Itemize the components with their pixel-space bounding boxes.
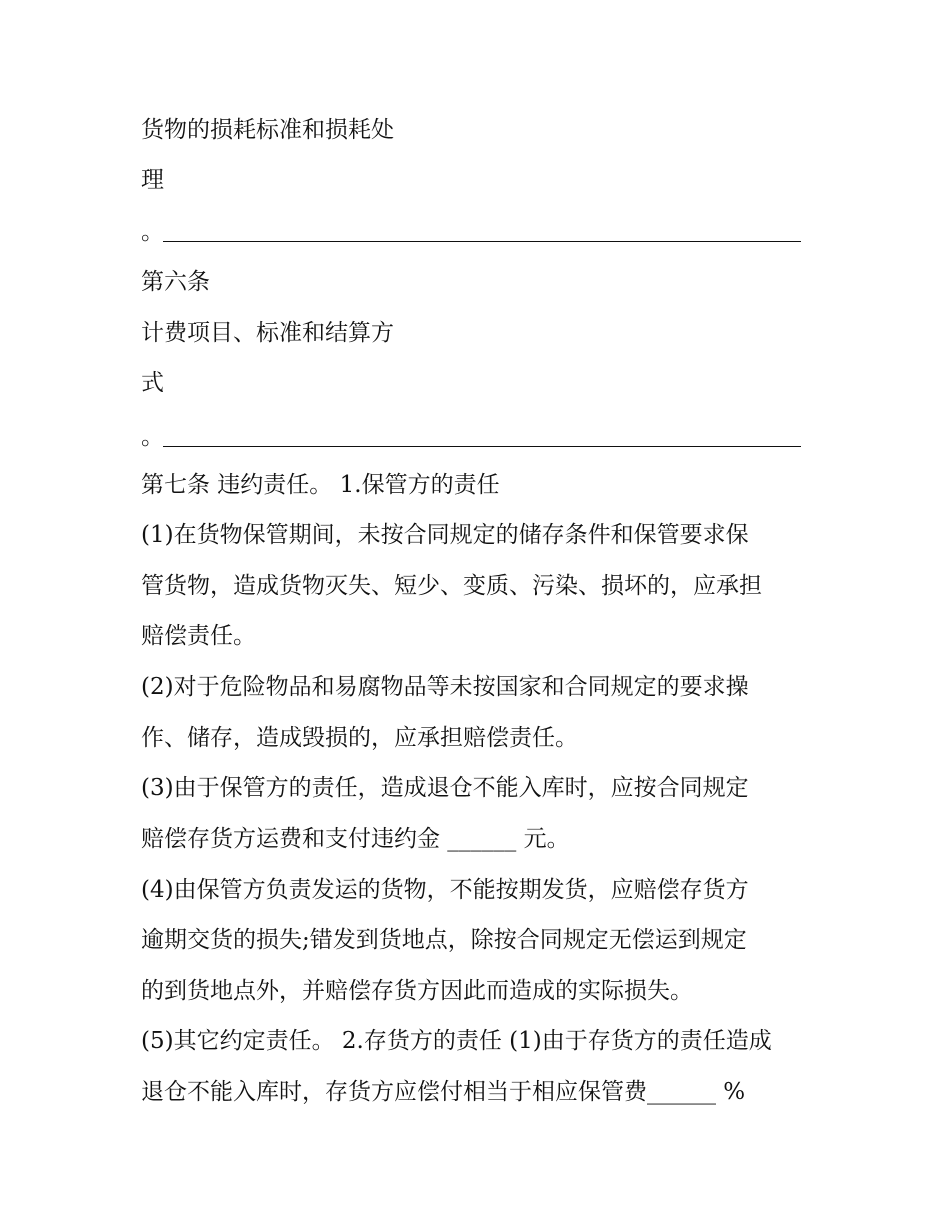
text-line: (2)对于危险物品和易腐物品等未按国家和合同规定的要求操 [141,674,749,700]
text-line: (3)由于保管方的责任，造成退仓不能入库时，应按合同规定 [141,775,749,801]
text-line: 退仓不能入库时，存货方应偿付相当于相应保管费______ % [141,1079,746,1105]
section-heading: 第六条 [141,269,210,295]
text-line: 货物的损耗标准和损耗处 [141,117,394,143]
text-line: 理 [141,167,164,193]
fill-in-blank-line [141,421,801,453]
blank-line-mark: 。 [141,424,164,450]
blank-underline [163,446,801,447]
text-line: 计费项目、标准和结算方 [141,320,394,346]
text-line: 逾期交货的损失;错发到货地点，除按合同规定无偿运到规定 [141,927,747,953]
text-line: (4)由保管方负责发运的货物，不能按期发货，应赔偿存货方 [141,877,749,903]
text-line: 的到货地点外，并赔偿存货方因此而造成的实际损失。 [141,978,693,1004]
text-line: 赔偿存货方运费和支付违约金 ______ 元。 [141,826,570,852]
fill-in-blank-line [141,216,801,248]
text-line: (1)在货物保管期间，未按合同规定的储存条件和保管要求保 [141,522,749,548]
text-line: 式 [141,370,164,396]
blank-underline [163,241,801,242]
blank-line-mark: 。 [141,219,164,245]
text-line: (5)其它约定责任。 2.存货方的责任 (1)由于存货方的责任造成 [141,1028,772,1054]
section-heading: 第七条 违约责任。 1.保管方的责任 [141,472,500,498]
text-line: 作、储存，造成毁损的，应承担赔偿责任。 [141,725,578,751]
text-line: 赔偿责任。 [141,623,256,649]
text-line: 管货物，造成货物灭失、短少、变质、污染、损坏的，应承担 [141,573,762,599]
